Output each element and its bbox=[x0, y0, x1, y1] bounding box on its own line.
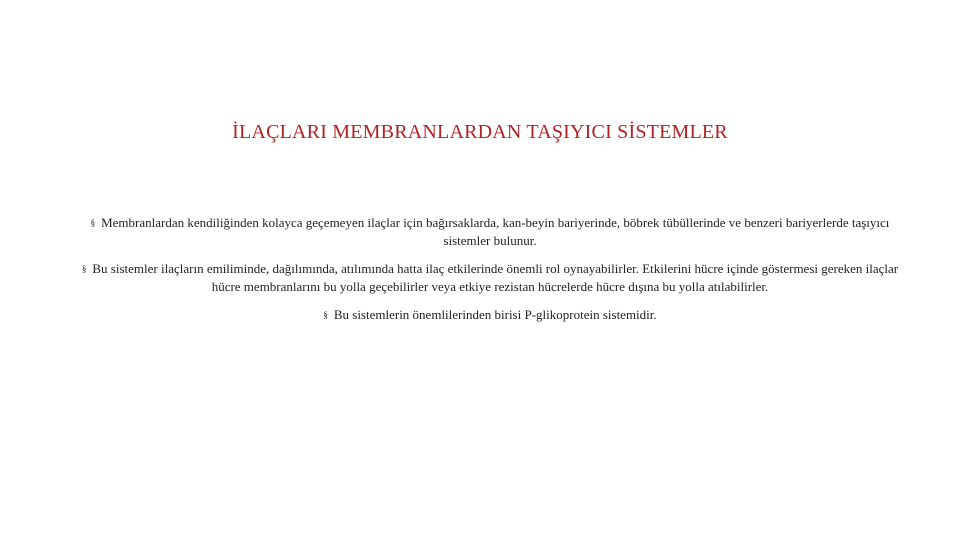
bullet-list bbox=[80, 214, 900, 335]
bullet-marker-icon: § bbox=[323, 310, 328, 320]
slide-title: İLAÇLARI MEMBRANLARDAN TAŞIYICI SİSTEMLER bbox=[232, 121, 728, 143]
bullet-text: Membranlardan kendiliğinden kolayca geçemeyen ilaçlar için bağırsaklarda, kan-beyin bariyerinde, böbrek tübüllerinde ve benzeri bariyerlerde taşıyıcı sistemler bulunur. bbox=[101, 215, 890, 248]
bullet-marker-icon: § bbox=[81, 264, 87, 274]
bullet-item bbox=[80, 306, 900, 324]
bullet-marker-icon: § bbox=[90, 218, 96, 228]
bullet-text: Bu sistemlerin önemlilerinden birisi P-glikoprotein sistemidir. bbox=[333, 307, 657, 322]
bullet-item bbox=[80, 214, 900, 249]
bullet-item bbox=[80, 260, 900, 295]
bullet-text: Bu sistemler ilaçların emiliminde, dağılımında, atılımında hatta ilaç etkilerinde önemli rol oynayabilirler. Etkilerini hücre içinde göstermesi gereken ilaçlar hücre membranlarını bu yolla geçebilirler veya etkiye rezistan hücrelerde hücre dışına bu yolla atılabilirler. bbox=[92, 261, 899, 294]
